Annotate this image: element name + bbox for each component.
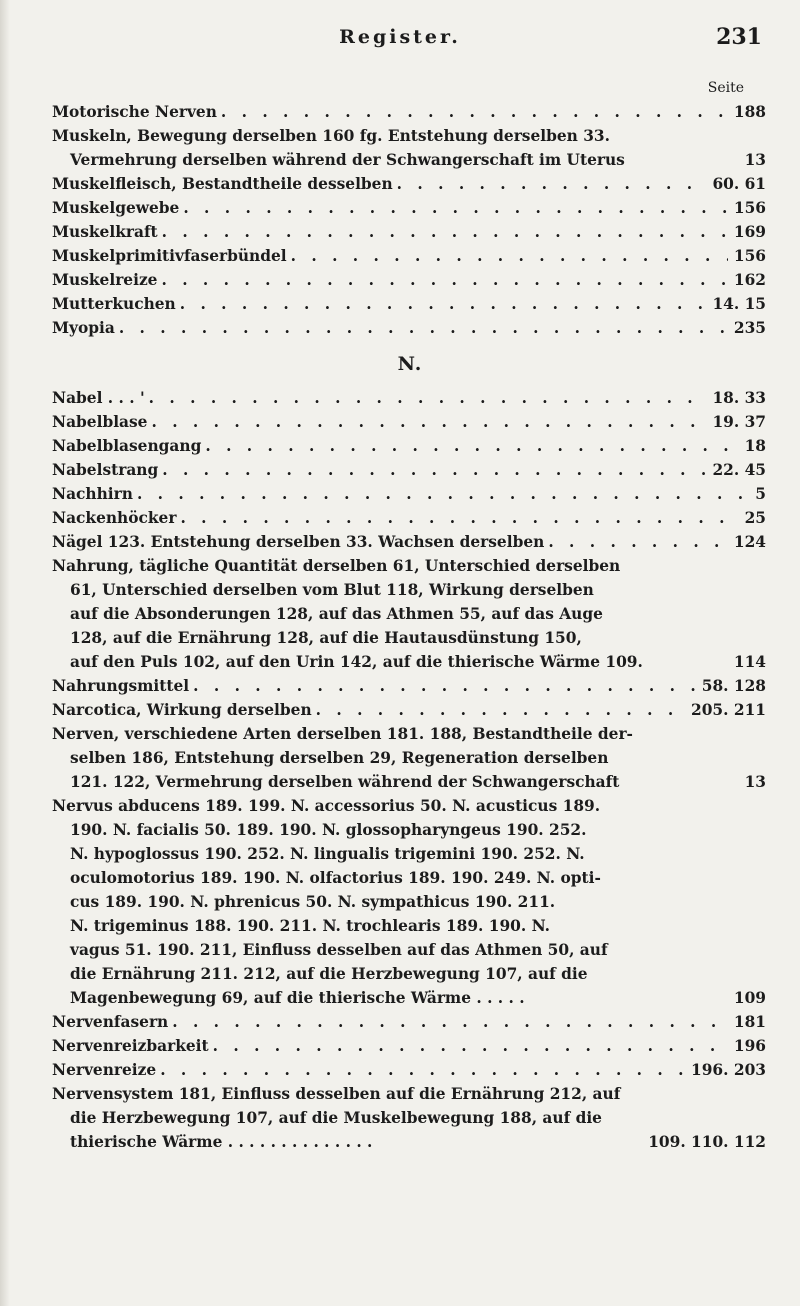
dot-leader (189, 674, 696, 698)
entry-page-ref: 109. 110. 112 (648, 1133, 766, 1151)
index-entry (52, 1034, 768, 1058)
entry-page-ref: 156 (733, 247, 766, 265)
entries-after-n (52, 386, 768, 1154)
index-entry (52, 674, 768, 698)
index-entry (52, 100, 768, 124)
index-entry (52, 172, 768, 196)
page-gutter-shadow (0, 0, 10, 1306)
entry-line: N. hypoglossus 190. 252. N. lingualis trigemini 190. 252. N. (70, 845, 585, 863)
entry-line: oculomotorius 189. 190. N. olfactorius 189. 190. 249. N. opti- (70, 869, 601, 887)
entry-line: N. trigeminus 188. 190. 211. N. trochlearis 189. 190. N. (70, 917, 551, 935)
entry-page-ref: 156 (733, 199, 766, 217)
dot-leader (156, 1058, 685, 1082)
dot-leader (168, 1010, 728, 1034)
dot-leader (176, 506, 738, 530)
section-letter: N. (397, 353, 423, 375)
seite-label: Seite (707, 80, 744, 96)
entry-page-ref: 13 (744, 151, 766, 169)
dot-leader (393, 172, 707, 196)
entry-text: Nervenreizbarkeit (52, 1037, 209, 1055)
entry-line: die Ernährung 211. 212, auf die Herzbewegung 107, auf die (70, 965, 588, 983)
index-entry (52, 434, 768, 458)
index-entry (52, 698, 768, 722)
entry-page-ref: 13 (744, 773, 766, 791)
entry-last-line (52, 1130, 766, 1154)
entry-text: Muskelkraft (52, 223, 158, 241)
dot-leader (147, 410, 706, 434)
entry-line: Muskeln, Bewegung derselben 160 fg. Entstehung derselben 33. (52, 127, 610, 145)
entry-text: Mutterkuchen (52, 295, 176, 313)
index-entries (52, 100, 768, 1154)
entry-text: Muskelfleisch, Bestandtheile desselben (52, 175, 393, 193)
index-entry (52, 506, 768, 530)
entry-text: Nahrungsmittel (52, 677, 190, 695)
entry-page-ref: 60. 61 (712, 175, 766, 193)
dot-leader (158, 220, 728, 244)
dot-leader (544, 530, 728, 554)
index-entry (52, 124, 768, 172)
entry-text: Muskelgewebe (52, 199, 180, 217)
dot-leader (158, 458, 706, 482)
entry-page-ref: 188 (733, 103, 766, 121)
dot-leader (176, 292, 707, 316)
entry-line: auf die Absonderungen 128, auf das Athmen 55, auf das Auge (70, 605, 603, 623)
dot-leader (145, 386, 707, 410)
entry-line: vagus 51. 190. 211, Einfluss desselben auf das Athmen 50, auf (70, 941, 608, 959)
index-entry (52, 316, 768, 340)
dot-leader (115, 316, 728, 340)
entry-line: 61, Unterschied derselben vom Blut 118, Wirkung derselben (70, 581, 594, 599)
index-entry (52, 482, 768, 506)
dot-leader (312, 698, 685, 722)
index-entry (52, 268, 768, 292)
dot-leader (287, 244, 728, 268)
entry-page-ref: 109 (733, 989, 766, 1007)
entry-line: Nervensystem 181, Einfluss desselben auf die Ernährung 212, auf (52, 1085, 621, 1103)
entry-last-line (52, 986, 766, 1010)
entry-line: selben 186, Entstehung derselben 29, Regeneration derselben (70, 749, 609, 767)
index-entry (52, 220, 768, 244)
entry-page-ref: 169 (733, 223, 766, 241)
entry-text: Nägel 123. Entstehung derselben 33. Wachsen derselben (52, 533, 545, 551)
index-entry (52, 554, 768, 674)
entry-line: 128, auf die Ernährung 128, auf die Hautausdünstung 150, (70, 629, 582, 647)
dot-leader (209, 1034, 728, 1058)
entry-text: Muskelreize (52, 271, 158, 289)
dot-leader (179, 196, 728, 220)
running-head: Register. (339, 26, 461, 48)
entry-last-line (52, 770, 766, 794)
entry-last-line (52, 148, 766, 172)
entry-page-ref: 14. 15 (712, 295, 766, 313)
entry-text: Magenbewegung 69, auf die thierische Wärme . . . . . (70, 989, 525, 1007)
index-entry (52, 386, 768, 410)
entry-text: Nackenhöcker (52, 509, 177, 527)
entry-page-ref: 19. 37 (712, 413, 766, 431)
index-entry (52, 196, 768, 220)
entry-text: Nervenfasern (52, 1013, 169, 1031)
entry-page-ref: 181 (733, 1013, 766, 1031)
entry-page-ref: 124 (733, 533, 766, 551)
index-entry (52, 1082, 768, 1154)
index-entry (52, 1058, 768, 1082)
index-entry (52, 292, 768, 316)
entry-page-ref: 162 (733, 271, 766, 289)
entry-text: Nabelblasengang (52, 437, 202, 455)
entry-text: Muskelprimitivfaserbündel (52, 247, 287, 265)
index-entry (52, 244, 768, 268)
entry-page-ref: 5 (755, 485, 766, 503)
entry-page-ref: 235 (733, 319, 766, 337)
entry-line: Nahrung, tägliche Quantität derselben 61, Unterschied derselben (52, 557, 621, 575)
entry-line: cus 189. 190. N. phrenicus 50. N. sympathicus 190. 211. (70, 893, 556, 911)
entry-last-line (52, 650, 766, 674)
entry-page-ref: 25 (744, 509, 766, 527)
entry-page-ref: 205. 211 (691, 701, 766, 719)
entry-text: Nachhirn (52, 485, 133, 503)
entry-page-ref: 22. 45 (712, 461, 766, 479)
entry-text: thierische Wärme . . . . . . . . . . . . . . (70, 1133, 373, 1151)
entry-page-ref: 18. 33 (712, 389, 766, 407)
entry-text: Nervenreize (52, 1061, 157, 1079)
dot-leader (157, 268, 727, 292)
index-entry (52, 458, 768, 482)
entry-text: Nabel . . . ' (52, 389, 145, 407)
index-entry (52, 410, 768, 434)
entry-line: 190. N. facialis 50. 189. 190. N. glossopharyngeus 190. 252. (70, 821, 587, 839)
entry-page-ref: 58. 128 (701, 677, 766, 695)
entries-before-n (52, 100, 768, 340)
index-entry (52, 794, 768, 1010)
index-entry (52, 1010, 768, 1034)
dot-leader (217, 100, 728, 124)
index-entry (52, 530, 768, 554)
entry-page-ref: 18 (744, 437, 766, 455)
dot-leader (133, 482, 749, 506)
entry-page-ref: 196 (733, 1037, 766, 1055)
entry-text: 121. 122, Vermehrung derselben während der Schwangerschaft (70, 773, 620, 791)
entry-text: auf den Puls 102, auf den Urin 142, auf die thierische Wärme 109. (70, 653, 643, 671)
index-entry (52, 722, 768, 794)
entry-line: die Herzbewegung 107, auf die Muskelbewegung 188, auf die (70, 1109, 602, 1127)
entry-line: Nervus abducens 189. 199. N. accessorius 50. N. acusticus 189. (52, 797, 601, 815)
entry-line: Nerven, verschiedene Arten derselben 181. 188, Bestandtheile der- (52, 725, 633, 743)
entry-page-ref: 196. 203 (691, 1061, 766, 1079)
entry-text: Myopia (52, 319, 115, 337)
entry-page-ref: 114 (733, 653, 766, 671)
entry-text: Narcotica, Wirkung derselben (52, 701, 312, 719)
entry-text: Vermehrung derselben während der Schwangerschaft im Uterus (70, 151, 625, 169)
entry-text: Nabelblase (52, 413, 148, 431)
dot-leader (201, 434, 738, 458)
entry-text: Nabelstrang (52, 461, 159, 479)
page-number: 231 (716, 24, 762, 50)
entry-text: Motorische Nerven (52, 103, 217, 121)
